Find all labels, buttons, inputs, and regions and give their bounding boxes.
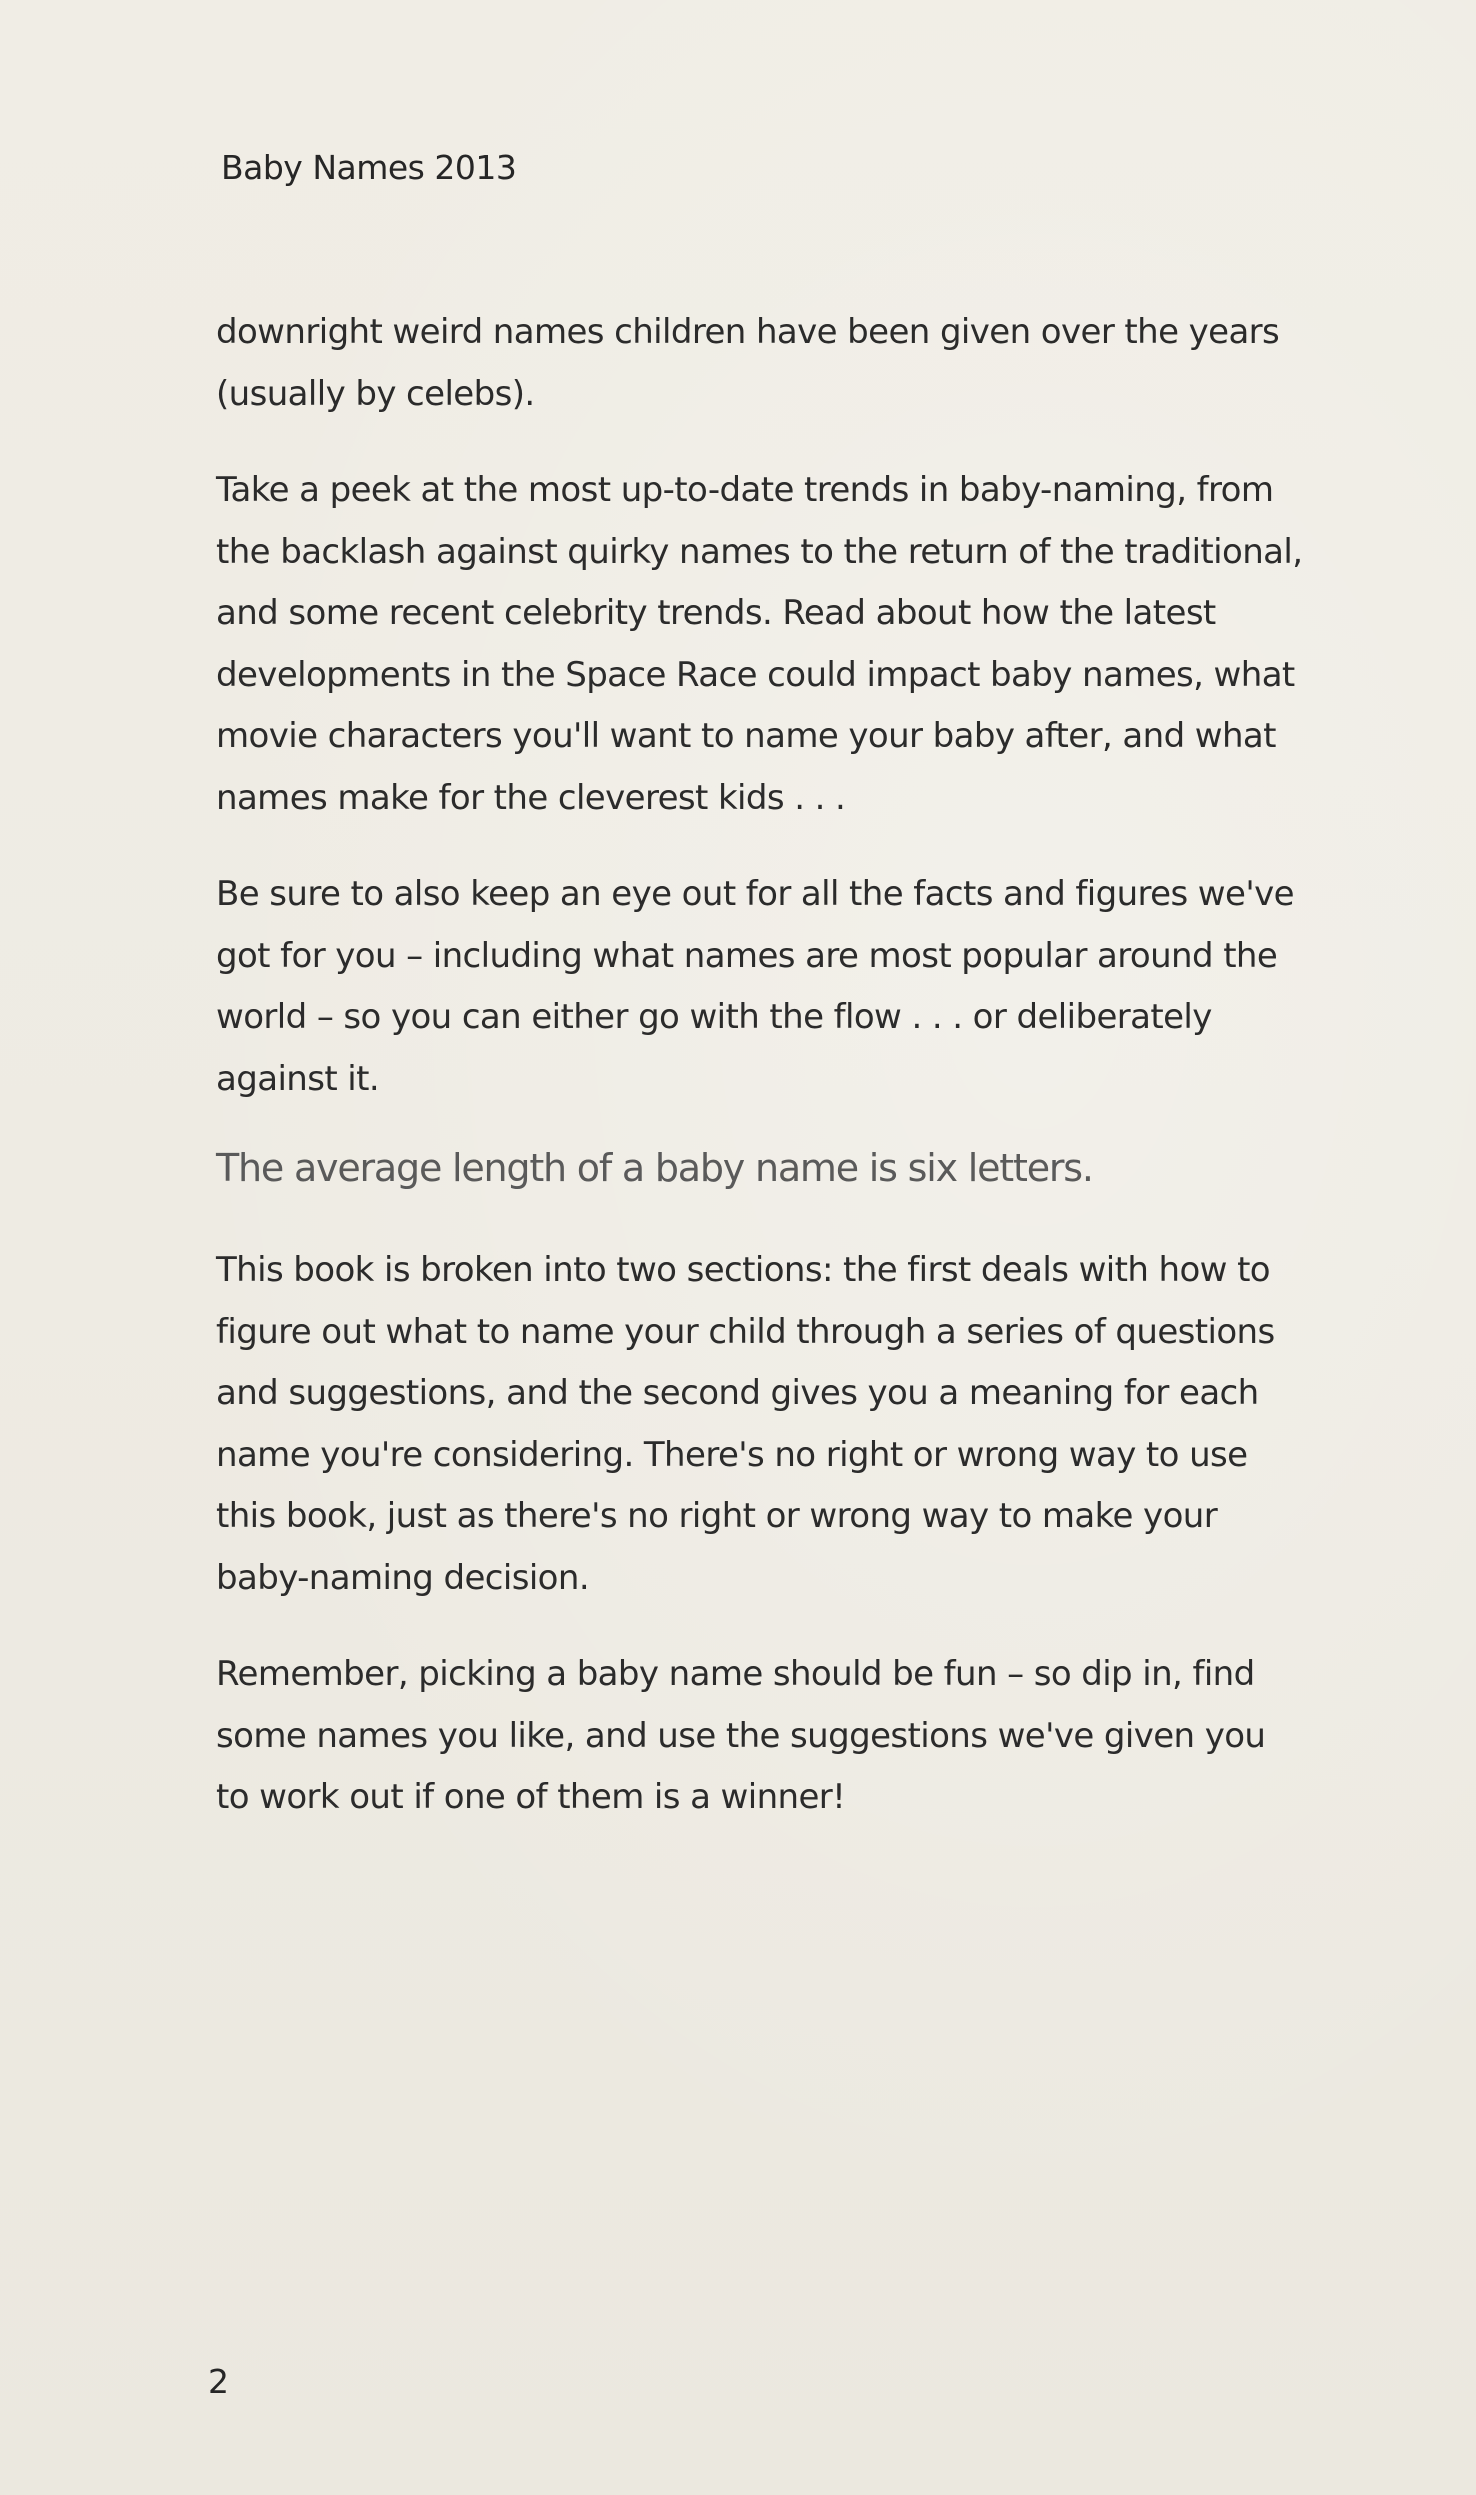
body-text [216, 302, 1306, 1829]
page-number: 2 [208, 2362, 229, 2401]
paragraph-2: Take a peek at the most up-to-date trends in baby-naming, from the backlash against quirky names to the return of the traditional, and some recent celebrity trends. Read about how the latest developments in the Space Race could impact baby names, what movie characters you'll want to name your baby after, and what names make for the cleverest kids . . . [216, 470, 1303, 818]
fact-callout: The average length of a baby name is six letters. [216, 1146, 1093, 1190]
paragraph-5: Remember, picking a baby name should be fun – so dip in, find some names you like, and use the suggestions we've given you to work out if one of them is a winner! [216, 1654, 1266, 1817]
paragraph-1: downright weird names children have been given over the years (usually by celebs). [216, 312, 1280, 414]
paragraph-4: This book is broken into two sections: the first deals with how to figure out what to name your child through a series of questions and suggestions, and the second gives you a meaning for each name you're considering. There's no right or wrong way to use this book, just as there's no right or wrong way to make your baby-naming decision. [216, 1250, 1275, 1598]
running-head: Baby Names 2013 [221, 148, 517, 187]
paragraph-3: Be sure to also keep an eye out for all the facts and figures we've got for you – including what names are most popular around the world – so you can either go with the flow . . . or deliberately against it. [216, 874, 1294, 1099]
